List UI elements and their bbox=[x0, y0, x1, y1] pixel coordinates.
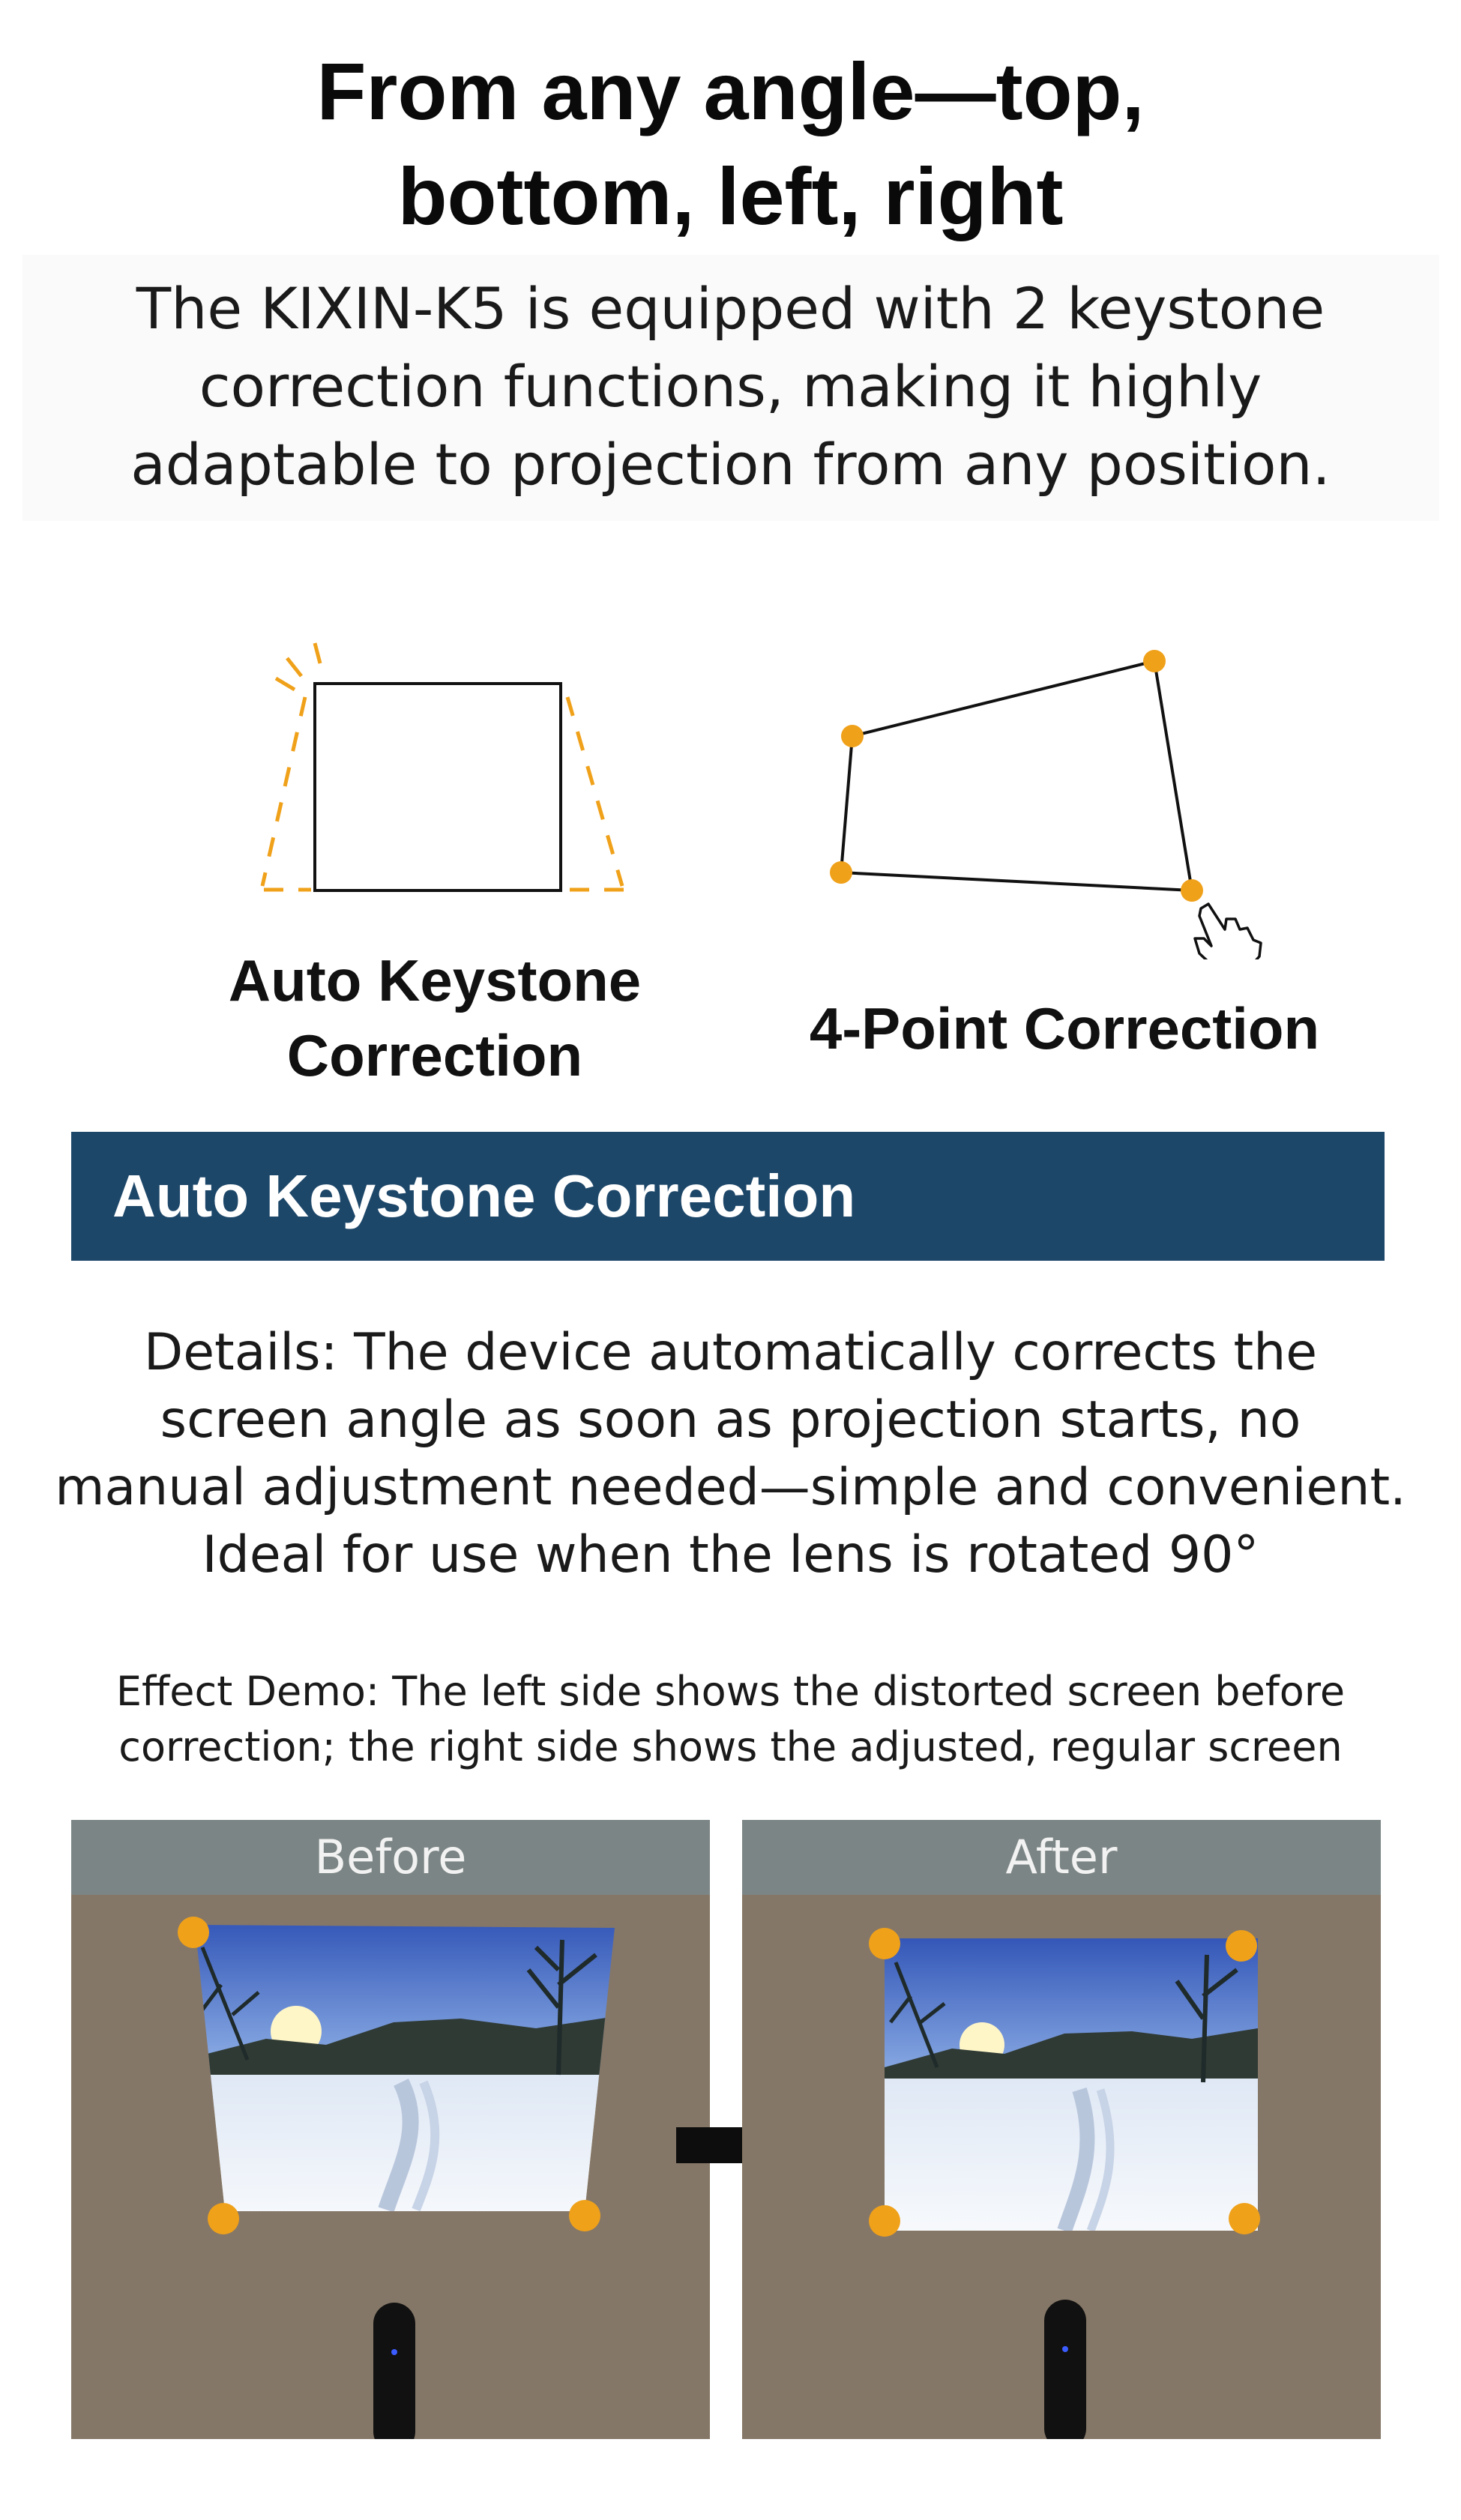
after-label: After bbox=[742, 1820, 1381, 1895]
intro-text bbox=[0, 270, 1461, 504]
intro-line-1: The KIXIN-K5 is equipped with 2 keystone bbox=[136, 275, 1325, 342]
details-line-4: Ideal for use when the lens is rotated 90° bbox=[202, 1525, 1259, 1585]
intro-line-3: adaptable to projection from any position. bbox=[130, 431, 1331, 498]
auto-keystone-diagram-icon bbox=[262, 643, 624, 890]
auto-keystone-label-line-1: Auto Keystone bbox=[228, 947, 642, 1013]
auto-keystone-label bbox=[172, 943, 697, 1093]
headline bbox=[0, 39, 1461, 249]
details-line-2: screen angle as soon as projection starts, no bbox=[160, 1390, 1301, 1450]
intro-line-2: correction functions, making it highly bbox=[199, 353, 1262, 420]
headline-line-2: bottom, left, right bbox=[397, 151, 1064, 241]
section-title: Auto Keystone Correction bbox=[112, 1163, 856, 1229]
projector-device-icon bbox=[373, 2303, 415, 2439]
demo-note-line-1: Effect Demo: The left side shows the distorted screen before bbox=[115, 1668, 1346, 1715]
details-text bbox=[0, 1319, 1461, 1589]
hand-pointer-icon bbox=[1195, 904, 1261, 959]
details-line-1: Details: The device automatically corrects the bbox=[143, 1323, 1318, 1382]
feature-diagrams bbox=[0, 615, 1461, 959]
before-panel bbox=[71, 1820, 710, 2439]
before-scene bbox=[71, 1820, 710, 2439]
before-label: Before bbox=[71, 1820, 710, 1895]
after-projected-image bbox=[885, 1938, 1258, 2232]
details-line-3: manual adjustment needed—simple and convenient. bbox=[55, 1458, 1406, 1517]
projector-device-icon bbox=[1044, 2300, 1086, 2439]
before-projected-image bbox=[184, 1921, 626, 2225]
demo-note bbox=[0, 1664, 1461, 1775]
headline-line-1: From any angle—top, bbox=[316, 46, 1145, 136]
four-point-label: 4-Point Correction bbox=[809, 995, 1320, 1061]
after-scene bbox=[742, 1820, 1381, 2439]
demo-note-line-2: correction; the right side shows the adjusted, regular screen bbox=[118, 1723, 1343, 1770]
auto-keystone-label-line-2: Correction bbox=[286, 1022, 583, 1088]
four-point-diagram-icon bbox=[830, 650, 1261, 959]
after-panel bbox=[742, 1820, 1381, 2439]
